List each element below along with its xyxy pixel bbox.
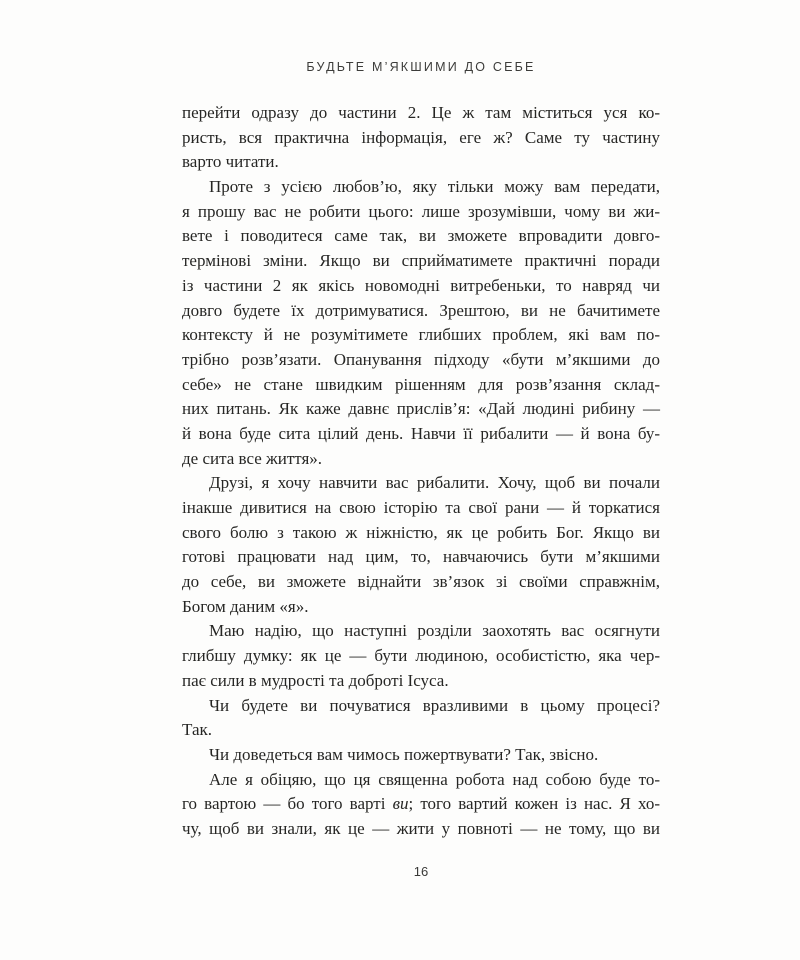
text-line: чу, щоб ви знали, як це — жити у повноті — не тому, що ви <box>182 818 660 838</box>
text-line: варто читати. <box>182 152 279 172</box>
text-line: пає сили в мудрості та доброті Ісуса. <box>182 670 449 690</box>
text-line: контексту й не розумітимете глибших проблем, які вам по- <box>182 325 660 345</box>
text-line: із частини 2 як якісь новомодні витребеньки, то навряд чи <box>182 275 660 295</box>
text-line: й вона буде сита цілий день. Навчи її рибалити — й вона бу- <box>182 423 660 443</box>
text-line: до себе, ви зможете віднайти зв’язок зі своїми справжнім, <box>182 572 660 592</box>
text-block <box>182 101 660 842</box>
text-line: я прошу вас не робити цього: лише зрозумівши, чому ви жи- <box>182 201 660 221</box>
running-header: БУДЬТЕ М’ЯКШИМИ ДО СЕБЕ <box>306 60 536 74</box>
text-line: вете і поводитеся саме так, ви зможете впровадити довго- <box>182 226 660 246</box>
text-line: ристь, вся практична інформація, еге ж? Саме ту частину <box>182 127 660 147</box>
text-line: свого болю з такою ж ніжністю, як це робить Бог. Якщо ви <box>182 522 660 542</box>
text-segment: го вартою — бо того варті <box>182 794 393 814</box>
text-line: інакше дивитися на свою історію та свої рани — й торкатися <box>182 498 660 517</box>
text-line: Маю надію, що наступні розділи заохотять вас осягнути <box>209 621 660 641</box>
italic-text: ви <box>392 794 409 814</box>
text-line: них питань. Як каже давнє прислів’я: «Дай людині рибину — <box>182 399 660 419</box>
text-line: довго будете їх дотримуватися. Зрештою, ви не бачитимете <box>182 300 660 320</box>
text-line: Чи доведеться вам чимось пожертвувати? Так, звісно. <box>209 744 599 764</box>
text-line <box>182 792 660 817</box>
text-line: Але я обіцяю, що ця священна робота над собою буде то- <box>209 769 660 789</box>
text-segment: ; того вартий кожен із нас. Я хо- <box>408 794 661 814</box>
text-line: Богом даним «я». <box>182 596 309 616</box>
text-line: Чи будете ви почуватися вразливими в цьому процесі? <box>209 695 660 715</box>
text-line: Друзі, я хочу навчити вас рибалити. Хочу, щоб ви почали <box>209 473 660 493</box>
text-line: готові працювати над цим, то, навчаючись бути м’якшими <box>182 547 660 567</box>
text-line: трібно розв’язати. Опанування підходу «бути м’якшими до <box>182 349 660 369</box>
text-line: глибшу думку: як це — бути людиною, особистістю, яка чер- <box>182 646 660 666</box>
text-line: Так. <box>182 720 213 740</box>
text-line: термінові зміни. Якщо ви сприйматимете практичні поради <box>182 251 660 271</box>
text-line: перейти одразу до частини 2. Це ж там міститься уся ко- <box>182 103 660 122</box>
page-number: 16 <box>413 864 429 879</box>
text-line: себе» не стане швидким рішенням для розв’язання склад- <box>182 374 660 394</box>
text-line: де сита все життя». <box>182 448 323 468</box>
text-line: Проте з усією любов’ю, яку тільки можу вам передати, <box>209 177 660 197</box>
